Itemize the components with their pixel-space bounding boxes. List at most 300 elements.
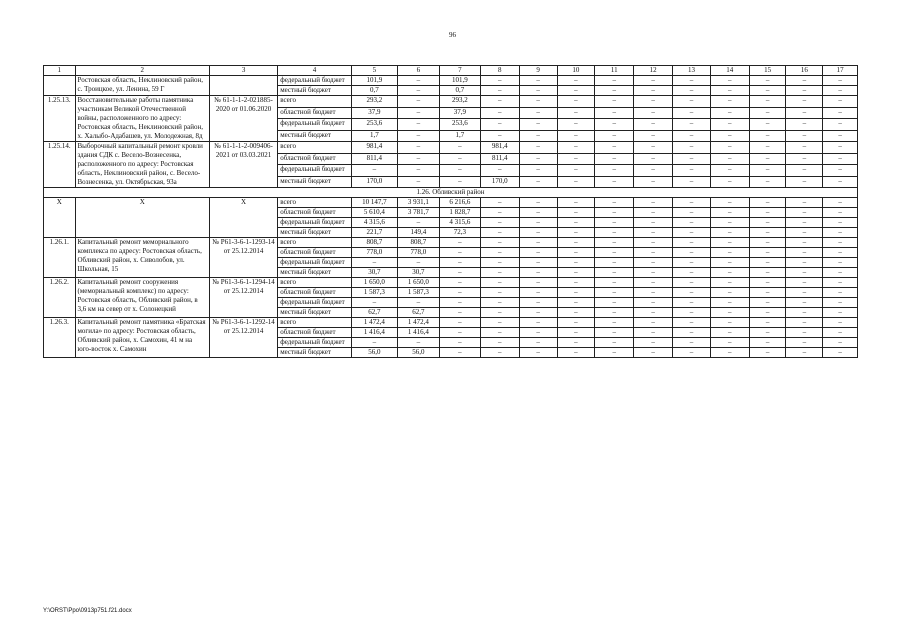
funding-source: местный бюджет bbox=[278, 268, 352, 278]
column-header: 14 bbox=[710, 66, 749, 76]
amount-cell: – bbox=[749, 96, 786, 108]
amount-cell: – bbox=[397, 86, 439, 96]
amount-cell: – bbox=[786, 268, 823, 278]
amount-cell: – bbox=[557, 288, 595, 298]
amount-cell: 253,6 bbox=[351, 119, 397, 131]
amount-cell: 293,2 bbox=[439, 96, 480, 108]
amount-cell: 101,9 bbox=[439, 76, 480, 86]
amount-cell: – bbox=[351, 298, 397, 308]
amount-cell: – bbox=[749, 86, 786, 96]
funding-source: местный бюджет bbox=[278, 308, 352, 318]
amount-cell: – bbox=[634, 142, 673, 154]
amount-cell: – bbox=[634, 198, 673, 208]
amount-cell: – bbox=[397, 165, 439, 177]
amount-cell: – bbox=[519, 308, 557, 318]
amount-cell: 5 610,4 bbox=[351, 208, 397, 218]
amount-cell: – bbox=[480, 268, 519, 278]
amount-cell: 170,0 bbox=[480, 176, 519, 188]
amount-cell: – bbox=[595, 308, 634, 318]
amount-cell: – bbox=[595, 248, 634, 258]
amount-cell: – bbox=[595, 198, 634, 208]
document-reference: Х bbox=[209, 198, 277, 238]
amount-cell: – bbox=[673, 248, 711, 258]
amount-cell: – bbox=[673, 153, 711, 165]
amount-cell: – bbox=[439, 328, 480, 338]
table-row bbox=[44, 96, 858, 108]
amount-cell: – bbox=[710, 119, 749, 131]
funding-source: федеральный бюджет bbox=[278, 298, 352, 308]
amount-cell: – bbox=[595, 338, 634, 348]
amount-cell: – bbox=[480, 248, 519, 258]
funding-source: областной бюджет bbox=[278, 208, 352, 218]
amount-cell: 170,0 bbox=[351, 176, 397, 188]
amount-cell: – bbox=[634, 218, 673, 228]
amount-cell: – bbox=[480, 298, 519, 308]
column-header: 7 bbox=[439, 66, 480, 76]
amount-cell: – bbox=[710, 86, 749, 96]
amount-cell: – bbox=[519, 130, 557, 142]
amount-cell: – bbox=[823, 298, 858, 308]
amount-cell: – bbox=[634, 328, 673, 338]
amount-cell: – bbox=[557, 268, 595, 278]
amount-cell: – bbox=[519, 278, 557, 288]
amount-cell: – bbox=[710, 258, 749, 268]
amount-cell: – bbox=[673, 258, 711, 268]
table-body bbox=[44, 66, 858, 358]
amount-cell: – bbox=[786, 278, 823, 288]
funding-source: местный бюджет bbox=[278, 86, 352, 96]
amount-cell: – bbox=[634, 130, 673, 142]
amount-cell: – bbox=[519, 228, 557, 238]
amount-cell: – bbox=[439, 298, 480, 308]
amount-cell: – bbox=[519, 165, 557, 177]
amount-cell: – bbox=[480, 96, 519, 108]
amount-cell: – bbox=[749, 318, 786, 328]
amount-cell: – bbox=[786, 153, 823, 165]
amount-cell: 1 472,4 bbox=[397, 318, 439, 328]
funding-source: всего bbox=[278, 96, 352, 108]
amount-cell: – bbox=[557, 338, 595, 348]
column-header: 8 bbox=[480, 66, 519, 76]
table-row bbox=[44, 278, 858, 288]
page-number: 96 bbox=[449, 31, 456, 39]
item-number: 1.25.13. bbox=[44, 96, 76, 142]
amount-cell: 811,4 bbox=[351, 153, 397, 165]
amount-cell: – bbox=[786, 238, 823, 248]
amount-cell: – bbox=[786, 218, 823, 228]
amount-cell: – bbox=[634, 278, 673, 288]
amount-cell: – bbox=[823, 278, 858, 288]
document-reference: № Р61-3-6-1-1293-14 от 25.12.2014 bbox=[209, 238, 277, 278]
amount-cell: – bbox=[439, 278, 480, 288]
budget-table bbox=[43, 65, 858, 358]
amount-cell: – bbox=[519, 248, 557, 258]
amount-cell: 778,0 bbox=[351, 248, 397, 258]
object-name: Восстановительные работы памятника участникам Великой Отечественной войны, расположенного по адресу: Ростовская область, Неклиновский район, х. Халыбо-Адабашев, ул. Молодежная, 8д bbox=[75, 96, 209, 142]
amount-cell: – bbox=[595, 130, 634, 142]
amount-cell: – bbox=[439, 248, 480, 258]
header-row bbox=[44, 66, 858, 76]
amount-cell: – bbox=[823, 107, 858, 119]
amount-cell: – bbox=[710, 218, 749, 228]
amount-cell: – bbox=[823, 338, 858, 348]
amount-cell: – bbox=[673, 119, 711, 131]
amount-cell: – bbox=[351, 165, 397, 177]
funding-source: всего bbox=[278, 238, 352, 248]
column-header: 12 bbox=[634, 66, 673, 76]
amount-cell: – bbox=[673, 198, 711, 208]
amount-cell: – bbox=[595, 176, 634, 188]
item-number: 1.26.1. bbox=[44, 238, 76, 278]
amount-cell: – bbox=[480, 338, 519, 348]
amount-cell: – bbox=[749, 165, 786, 177]
amount-cell: 1 416,4 bbox=[351, 328, 397, 338]
amount-cell: – bbox=[749, 208, 786, 218]
amount-cell: – bbox=[786, 107, 823, 119]
amount-cell: – bbox=[595, 119, 634, 131]
amount-cell: – bbox=[673, 76, 711, 86]
amount-cell: – bbox=[595, 278, 634, 288]
amount-cell: – bbox=[397, 176, 439, 188]
amount-cell: – bbox=[397, 298, 439, 308]
document-reference bbox=[209, 76, 277, 96]
amount-cell: – bbox=[519, 119, 557, 131]
amount-cell: – bbox=[634, 228, 673, 238]
amount-cell: 0,7 bbox=[351, 86, 397, 96]
funding-source: местный бюджет bbox=[278, 176, 352, 188]
amount-cell: – bbox=[595, 142, 634, 154]
amount-cell: – bbox=[673, 142, 711, 154]
amount-cell: – bbox=[786, 130, 823, 142]
table-row bbox=[44, 76, 858, 86]
amount-cell: – bbox=[480, 218, 519, 228]
amount-cell: – bbox=[595, 328, 634, 338]
amount-cell: – bbox=[673, 308, 711, 318]
amount-cell: – bbox=[823, 228, 858, 238]
amount-cell: – bbox=[480, 228, 519, 238]
amount-cell: – bbox=[710, 268, 749, 278]
amount-cell: – bbox=[480, 198, 519, 208]
amount-cell: – bbox=[823, 86, 858, 96]
amount-cell: 221,7 bbox=[351, 228, 397, 238]
amount-cell: – bbox=[710, 298, 749, 308]
amount-cell: – bbox=[634, 268, 673, 278]
amount-cell: 101,9 bbox=[351, 76, 397, 86]
amount-cell: – bbox=[673, 298, 711, 308]
amount-cell: 3 931,1 bbox=[397, 198, 439, 208]
amount-cell: 808,7 bbox=[397, 238, 439, 248]
amount-cell: – bbox=[673, 238, 711, 248]
amount-cell: – bbox=[823, 328, 858, 338]
funding-source: всего bbox=[278, 142, 352, 154]
funding-source: федеральный бюджет bbox=[278, 218, 352, 228]
amount-cell: – bbox=[595, 348, 634, 358]
funding-source: областной бюджет bbox=[278, 153, 352, 165]
column-header: 9 bbox=[519, 66, 557, 76]
funding-source: местный бюджет bbox=[278, 130, 352, 142]
amount-cell: – bbox=[480, 288, 519, 298]
amount-cell: – bbox=[749, 198, 786, 208]
amount-cell: – bbox=[710, 308, 749, 318]
amount-cell: – bbox=[557, 218, 595, 228]
amount-cell: 4 315,6 bbox=[351, 218, 397, 228]
column-header: 11 bbox=[595, 66, 634, 76]
amount-cell: – bbox=[823, 258, 858, 268]
amount-cell: 0,7 bbox=[439, 86, 480, 96]
amount-cell: – bbox=[710, 165, 749, 177]
amount-cell: – bbox=[823, 218, 858, 228]
amount-cell: 1,7 bbox=[351, 130, 397, 142]
amount-cell: – bbox=[786, 165, 823, 177]
column-header: 17 bbox=[823, 66, 858, 76]
amount-cell: – bbox=[786, 208, 823, 218]
amount-cell: – bbox=[480, 348, 519, 358]
amount-cell: – bbox=[439, 348, 480, 358]
amount-cell: – bbox=[749, 278, 786, 288]
amount-cell: – bbox=[557, 328, 595, 338]
amount-cell: – bbox=[673, 268, 711, 278]
amount-cell: – bbox=[710, 328, 749, 338]
amount-cell: – bbox=[351, 338, 397, 348]
amount-cell: – bbox=[557, 248, 595, 258]
amount-cell: – bbox=[595, 165, 634, 177]
amount-cell: 1,7 bbox=[439, 130, 480, 142]
amount-cell: – bbox=[823, 198, 858, 208]
amount-cell: – bbox=[557, 238, 595, 248]
amount-cell: – bbox=[351, 258, 397, 268]
amount-cell: – bbox=[710, 338, 749, 348]
funding-source: федеральный бюджет bbox=[278, 258, 352, 268]
amount-cell: – bbox=[557, 96, 595, 108]
funding-source: федеральный бюджет bbox=[278, 338, 352, 348]
amount-cell: – bbox=[480, 119, 519, 131]
amount-cell: – bbox=[710, 318, 749, 328]
amount-cell: – bbox=[634, 288, 673, 298]
amount-cell: 1 650,0 bbox=[397, 278, 439, 288]
object-name: Капитальный ремонт памятника «Братская могила» по адресу: Ростовская область, Обливский район, х. Самохин, 41 м на юго-восток х. Самохин bbox=[75, 318, 209, 358]
amount-cell: – bbox=[823, 348, 858, 358]
amount-cell: – bbox=[634, 208, 673, 218]
amount-cell: – bbox=[634, 76, 673, 86]
amount-cell: – bbox=[749, 248, 786, 258]
amount-cell: – bbox=[439, 308, 480, 318]
amount-cell: – bbox=[519, 268, 557, 278]
amount-cell: – bbox=[595, 76, 634, 86]
amount-cell: 149,4 bbox=[397, 228, 439, 238]
amount-cell: 62,7 bbox=[397, 308, 439, 318]
amount-cell: 62,7 bbox=[351, 308, 397, 318]
amount-cell: – bbox=[710, 142, 749, 154]
amount-cell: – bbox=[786, 176, 823, 188]
amount-cell: – bbox=[749, 153, 786, 165]
amount-cell: – bbox=[397, 107, 439, 119]
funding-source: местный бюджет bbox=[278, 228, 352, 238]
amount-cell: – bbox=[710, 238, 749, 248]
amount-cell: – bbox=[397, 218, 439, 228]
amount-cell: – bbox=[673, 218, 711, 228]
amount-cell: – bbox=[823, 142, 858, 154]
amount-cell: – bbox=[786, 298, 823, 308]
amount-cell: – bbox=[673, 348, 711, 358]
amount-cell: – bbox=[595, 208, 634, 218]
amount-cell: – bbox=[786, 248, 823, 258]
amount-cell: – bbox=[439, 318, 480, 328]
amount-cell: – bbox=[595, 153, 634, 165]
amount-cell: – bbox=[786, 198, 823, 208]
object-name: Капитальный ремонт мемориального комплекса по адресу: Ростовская область, Обливский район, х. Сиволобов, ул. Школьная, 15 bbox=[75, 238, 209, 278]
amount-cell: – bbox=[749, 258, 786, 268]
amount-cell: – bbox=[557, 107, 595, 119]
amount-cell: – bbox=[823, 119, 858, 131]
amount-cell: – bbox=[480, 130, 519, 142]
amount-cell: – bbox=[595, 238, 634, 248]
column-header: 15 bbox=[749, 66, 786, 76]
amount-cell: – bbox=[519, 348, 557, 358]
funding-source: областной бюджет bbox=[278, 107, 352, 119]
document-reference: № Р61-3-6-1-1292-14 от 25.12.2014 bbox=[209, 318, 277, 358]
amount-cell: – bbox=[397, 119, 439, 131]
amount-cell: – bbox=[595, 228, 634, 238]
amount-cell: – bbox=[439, 176, 480, 188]
amount-cell: – bbox=[480, 308, 519, 318]
amount-cell: – bbox=[749, 107, 786, 119]
amount-cell: – bbox=[710, 76, 749, 86]
amount-cell: 808,7 bbox=[351, 238, 397, 248]
amount-cell: – bbox=[634, 238, 673, 248]
amount-cell: – bbox=[786, 228, 823, 238]
amount-cell: – bbox=[786, 76, 823, 86]
table-row bbox=[44, 238, 858, 248]
amount-cell: – bbox=[749, 298, 786, 308]
amount-cell: – bbox=[634, 96, 673, 108]
amount-cell: – bbox=[823, 288, 858, 298]
amount-cell: – bbox=[673, 165, 711, 177]
column-header: 16 bbox=[786, 66, 823, 76]
amount-cell: – bbox=[786, 96, 823, 108]
amount-cell: – bbox=[786, 318, 823, 328]
amount-cell: – bbox=[480, 258, 519, 268]
amount-cell: – bbox=[397, 130, 439, 142]
amount-cell: – bbox=[823, 96, 858, 108]
amount-cell: 37,9 bbox=[351, 107, 397, 119]
amount-cell: 778,0 bbox=[397, 248, 439, 258]
column-header: 2 bbox=[75, 66, 209, 76]
amount-cell: – bbox=[634, 86, 673, 96]
amount-cell: 6 216,6 bbox=[439, 198, 480, 208]
amount-cell: – bbox=[557, 298, 595, 308]
amount-cell: – bbox=[519, 318, 557, 328]
amount-cell: – bbox=[595, 86, 634, 96]
column-header: 10 bbox=[557, 66, 595, 76]
amount-cell: – bbox=[557, 153, 595, 165]
amount-cell: – bbox=[557, 142, 595, 154]
amount-cell: – bbox=[710, 107, 749, 119]
amount-cell: – bbox=[673, 208, 711, 218]
amount-cell: – bbox=[634, 308, 673, 318]
amount-cell: 30,7 bbox=[351, 268, 397, 278]
funding-source: областной бюджет bbox=[278, 328, 352, 338]
amount-cell: – bbox=[595, 218, 634, 228]
column-header: 1 bbox=[44, 66, 76, 76]
object-name: Выборочный капитальный ремонт кровли здания СДК с. Весело-Вознесенка, расположенного по адресу: Ростовская область, Неклиновский район, с. Весело-Вознесенка, ул. Октябрьская, 93а bbox=[75, 142, 209, 188]
amount-cell: 56,0 bbox=[397, 348, 439, 358]
amount-cell: – bbox=[749, 348, 786, 358]
amount-cell: – bbox=[480, 165, 519, 177]
amount-cell: – bbox=[786, 338, 823, 348]
item-number: Х bbox=[44, 198, 76, 238]
amount-cell: 811,4 bbox=[480, 153, 519, 165]
amount-cell: – bbox=[519, 208, 557, 218]
document-reference: № 61-1-1-2-009406-2021 от 03.03.2021 bbox=[209, 142, 277, 188]
amount-cell: – bbox=[480, 76, 519, 86]
amount-cell: – bbox=[710, 288, 749, 298]
amount-cell: – bbox=[519, 107, 557, 119]
amount-cell: – bbox=[749, 176, 786, 188]
amount-cell: 72,3 bbox=[439, 228, 480, 238]
amount-cell: – bbox=[634, 318, 673, 328]
amount-cell: – bbox=[786, 348, 823, 358]
document-reference: № 61-1-1-2-021885-2020 от 01.06.2020 bbox=[209, 96, 277, 142]
amount-cell: – bbox=[634, 258, 673, 268]
amount-cell: – bbox=[397, 96, 439, 108]
table-row bbox=[44, 198, 858, 208]
amount-cell: – bbox=[749, 238, 786, 248]
amount-cell: 1 587,3 bbox=[397, 288, 439, 298]
amount-cell: – bbox=[595, 96, 634, 108]
amount-cell: – bbox=[595, 268, 634, 278]
amount-cell: 1 650,0 bbox=[351, 278, 397, 288]
amount-cell: – bbox=[634, 348, 673, 358]
amount-cell: – bbox=[519, 142, 557, 154]
amount-cell: – bbox=[710, 96, 749, 108]
amount-cell: – bbox=[823, 130, 858, 142]
amount-cell: – bbox=[634, 176, 673, 188]
amount-cell: – bbox=[439, 288, 480, 298]
amount-cell: 4 315,6 bbox=[439, 218, 480, 228]
amount-cell: – bbox=[786, 86, 823, 96]
funding-source: местный бюджет bbox=[278, 348, 352, 358]
column-header: 4 bbox=[278, 66, 352, 76]
amount-cell: – bbox=[786, 308, 823, 318]
amount-cell: – bbox=[673, 96, 711, 108]
amount-cell: – bbox=[557, 119, 595, 131]
amount-cell: – bbox=[557, 308, 595, 318]
amount-cell: 30,7 bbox=[397, 268, 439, 278]
section-title: 1.26. Обливский район bbox=[44, 188, 858, 198]
amount-cell: – bbox=[519, 96, 557, 108]
amount-cell: – bbox=[710, 198, 749, 208]
amount-cell: – bbox=[710, 228, 749, 238]
table-row bbox=[44, 142, 858, 154]
amount-cell: – bbox=[557, 165, 595, 177]
amount-cell: 3 781,7 bbox=[397, 208, 439, 218]
amount-cell: – bbox=[595, 288, 634, 298]
amount-cell: – bbox=[673, 338, 711, 348]
amount-cell: – bbox=[519, 198, 557, 208]
file-path-footer: Y:\ORST\Ppo\0913p751.f21.docx bbox=[43, 608, 132, 614]
item-number: 1.25.14. bbox=[44, 142, 76, 188]
amount-cell: – bbox=[519, 298, 557, 308]
amount-cell: – bbox=[634, 165, 673, 177]
amount-cell: – bbox=[710, 130, 749, 142]
table-row bbox=[44, 318, 858, 328]
amount-cell: – bbox=[397, 258, 439, 268]
amount-cell: – bbox=[823, 76, 858, 86]
amount-cell: – bbox=[519, 328, 557, 338]
amount-cell: 1 828,7 bbox=[439, 208, 480, 218]
amount-cell: – bbox=[786, 288, 823, 298]
funding-source: областной бюджет bbox=[278, 248, 352, 258]
